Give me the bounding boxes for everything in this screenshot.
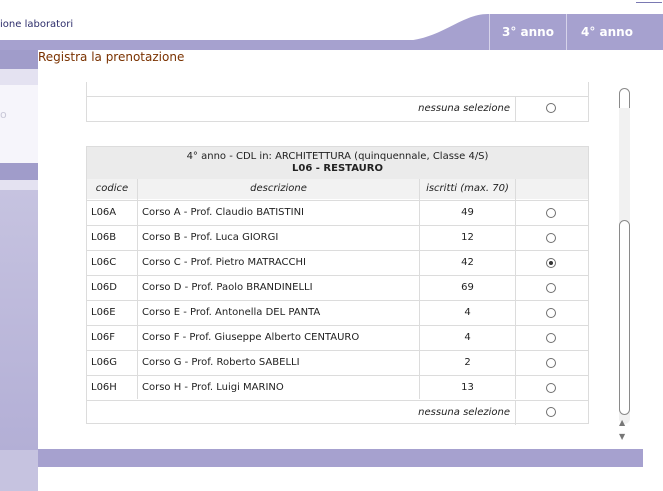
sidebar-panel [0, 85, 38, 163]
column-header-description: descrizione [138, 179, 419, 199]
course-description: Corso G - Prof. Roberto SABELLI [142, 357, 300, 368]
enrolled-count: 2 [464, 357, 471, 368]
course-code: L06F [91, 332, 116, 343]
table-caption [87, 147, 588, 179]
footer-band [38, 449, 643, 467]
course-radio[interactable] [546, 383, 556, 393]
sidebar-faded-text: o [0, 108, 7, 121]
tab-4-anno[interactable]: 4° anno [566, 14, 647, 50]
column-header-enrolled: iscritti (max. 70) [420, 179, 515, 199]
previous-table-fragment [86, 82, 589, 122]
course-description: Corso C - Prof. Pietro MATRACCHI [142, 257, 306, 268]
none-selection-row [87, 400, 588, 425]
course-radio[interactable] [546, 283, 556, 293]
previous-none-row [87, 96, 588, 122]
course-table [86, 146, 589, 424]
course-radio[interactable] [546, 308, 556, 318]
none-selection-label: nessuna selezione [418, 103, 510, 114]
course-radio[interactable] [546, 333, 556, 343]
enrolled-count: 49 [461, 207, 474, 218]
none-selection-label: nessuna selezione [418, 407, 510, 418]
course-description: Corso E - Prof. Antonella DEL PANTA [142, 307, 321, 318]
course-code: L06B [91, 232, 117, 243]
sidebar-item-2[interactable] [0, 163, 38, 180]
course-description: Corso B - Prof. Luca GIORGI [142, 232, 279, 243]
course-radio[interactable] [546, 233, 556, 243]
table-row [87, 350, 588, 375]
enrolled-count: 69 [461, 282, 474, 293]
sidebar-item-1[interactable] [0, 50, 38, 69]
enrolled-count: 12 [461, 232, 474, 243]
sidebar-subitem-1[interactable] [0, 69, 38, 85]
page-title: Registra la prenotazione [38, 50, 185, 64]
table-row [87, 200, 588, 225]
scroll-up-arrow-icon[interactable]: ▲ [619, 418, 626, 427]
column-header-select [516, 179, 588, 199]
course-code: L06G [91, 357, 118, 368]
none-selection-radio[interactable] [546, 103, 556, 113]
course-radio-selected[interactable] [546, 258, 556, 268]
course-code: L06H [91, 382, 117, 393]
scrollbar-top-cap [619, 88, 630, 108]
course-description: Corso F - Prof. Giuseppe Alberto CENTAURO [142, 332, 360, 343]
caption-lab-title: L06 - RESTAURO [292, 163, 383, 174]
none-selection-radio[interactable] [546, 407, 556, 417]
header-title: ione laboratori [0, 19, 74, 30]
table-row [87, 250, 588, 275]
scrollbar-thumb[interactable] [619, 220, 630, 415]
scroll-down-arrow-icon[interactable]: ▼ [619, 432, 626, 441]
table-row [87, 225, 588, 250]
sidebar-fill [0, 190, 38, 450]
course-radio[interactable] [546, 208, 556, 218]
scrollbar[interactable] [616, 80, 633, 448]
table-row [87, 275, 588, 300]
table-row [87, 300, 588, 325]
course-description: Corso A - Prof. Claudio BATISTINI [142, 207, 305, 218]
enrolled-count: 4 [464, 332, 471, 343]
enrolled-count: 42 [461, 257, 474, 268]
course-code: L06D [91, 282, 117, 293]
caption-course-info: 4° anno - CDL in: ARCHITETTURA (quinquennale, Classe 4/S) [186, 151, 489, 162]
course-code: L06C [91, 257, 117, 268]
sidebar-subitem-2[interactable] [0, 180, 38, 190]
course-radio[interactable] [546, 358, 556, 368]
enrolled-count: 4 [464, 307, 471, 318]
column-divider [515, 401, 516, 425]
enrolled-count: 13 [461, 382, 474, 393]
course-code: L06A [91, 207, 117, 218]
tab-3-anno[interactable]: 3° anno [489, 14, 566, 50]
course-code: L06E [91, 307, 116, 318]
table-row [87, 325, 588, 350]
course-description: Corso D - Prof. Paolo BRANDINELLI [142, 282, 313, 293]
column-divider [515, 97, 516, 122]
course-description: Corso H - Prof. Luigi MARINO [142, 382, 284, 393]
column-header-code: codice [87, 179, 137, 199]
table-row [87, 375, 588, 400]
